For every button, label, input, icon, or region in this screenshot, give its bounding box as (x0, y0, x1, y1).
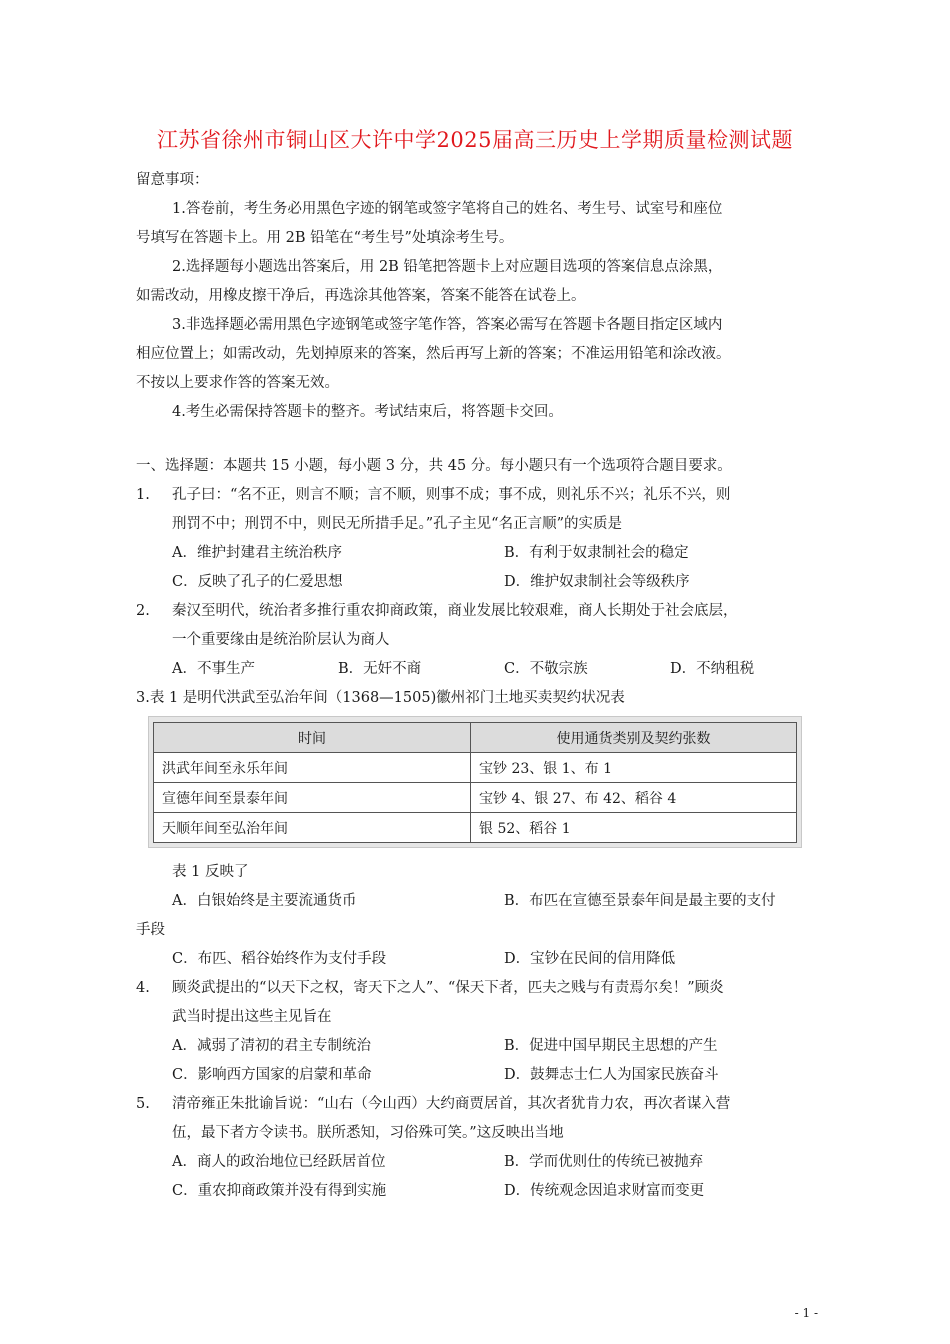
notice-line: 相应位置上；如需改动，先划掉原来的答案，然后再写上新的答案；不准运用铅笔和涂改液。 (136, 346, 731, 362)
notice-line: 不按以上要求作答的答案无效。 (136, 375, 339, 391)
table-header-cell: 使用通货类别及契约张数 (471, 723, 797, 753)
notice-line: 1.答卷前，考生务必用黑色字迹的钢笔或签字笔将自己的姓名、考生号、试室号和座位 (172, 201, 723, 217)
question-number: 1. (136, 487, 150, 503)
questions-part-1 (136, 452, 816, 713)
question-4-options-row-2 (136, 1061, 816, 1090)
page-number: - 1 - (794, 1306, 818, 1320)
question-4-line-1: 4. 顾炎武提出的“以天下之权，寄天下之人”、“保天下者，匹夫之贱与有责焉尔矣！”顾炎 (136, 974, 816, 1003)
question-2-line-2: 一个重要缘由是统治阶层认为商人 (172, 632, 390, 648)
option-c: C．重农抑商政策并没有得到实施 (172, 1183, 387, 1199)
question-3-options-row-2 (136, 945, 816, 974)
option-a: A．白银始终是主要流通货币 (172, 893, 357, 909)
option-d: D．不纳租税 (670, 661, 755, 677)
contract-table (153, 722, 797, 843)
question-3-stem: 表 1 反映了 (172, 864, 249, 880)
option-d: D．维护奴隶制社会等级秩序 (504, 574, 690, 590)
question-1-line-1: 1. 孔子曰：“名不正，则言不顺；言不顺，则事不成；事不成，则礼乐不兴；礼乐不兴，则 (136, 481, 816, 510)
table-row (154, 813, 797, 843)
option-b: B．布匹在宣德至景泰年间是最主要的支付 (504, 893, 776, 909)
question-5-line-1: 5. 清帝雍正朱批谕旨说：“山右（今山西）大约商贾居首，其次者犹肯力农，再次者谋入营 (136, 1090, 816, 1119)
table-cell: 宣德年间至景泰年间 (154, 783, 471, 813)
question-1-line-2: 刑罚不中；刑罚不中，则民无所措手足。”孔子主见“名正言顺”的实质是 (172, 516, 622, 532)
question-3-line-1: 3.表 1 是明代洪武至弘治年间（1368—1505)徽州祁门土地买卖契约状况表 (136, 690, 625, 706)
section-heading: 一、选择题：本题共 15 小题，每小题 3 分，共 45 分。每小题只有一个选项符合题目要求。 (136, 458, 732, 474)
notice-line: 4.考生必需保持答题卡的整齐。考试结束后，将答题卡交回。 (172, 404, 563, 420)
question-4-options-row-1 (136, 1032, 816, 1061)
notice-heading: 留意事项： (136, 172, 209, 188)
table-row (154, 783, 797, 813)
option-d: D．宝钞在民间的信用降低 (504, 951, 676, 967)
option-b: B．促进中国早期民主思想的产生 (504, 1038, 718, 1054)
question-4-line-2: 武当时提出这些主见旨在 (172, 1009, 332, 1025)
question-5-options-row-2 (136, 1177, 816, 1206)
option-c: C．反映了孔子的仁爱思想 (172, 574, 343, 590)
question-3-options-row-1 (136, 887, 816, 916)
table-header-row (154, 723, 797, 753)
notice-line: 3.非选择题必需用黑色字迹钢笔或签字笔作答，答案必需写在答题卡各题目指定区域内 (172, 317, 723, 333)
table-cell: 宝钞 4、银 27、布 42、稻谷 4 (471, 783, 797, 813)
option-b: B．有利于奴隶制社会的稳定 (504, 545, 689, 561)
option-d: D．传统观念因追求财富而变更 (504, 1183, 705, 1199)
notice-line: 如需改动，用橡皮擦干净后，再选涂其他答案，答案不能答在试卷上。 (136, 288, 586, 304)
option-a: A．不事生产 (172, 661, 255, 677)
question-2-options (136, 655, 816, 684)
question-number: 4. (136, 980, 150, 996)
table-cell: 洪武年间至永乐年间 (154, 753, 471, 783)
option-a: A．商人的政治地位已经跃居首位 (172, 1154, 386, 1170)
notice-line: 号填写在答题卡上。用 2B 铅笔在“考生号”处填涂考生号。 (136, 230, 514, 246)
option-d: D．鼓舞志士仁人为国家民族奋斗 (504, 1067, 719, 1083)
option-a: A．减弱了清初的君主专制统治 (172, 1038, 371, 1054)
option-b: B．学而优则仕的传统已被抛弃 (504, 1154, 704, 1170)
table-header-cell: 时间 (154, 723, 471, 753)
option-c: C．影响西方国家的启蒙和革命 (172, 1067, 372, 1083)
question-1-options-row-1 (136, 539, 816, 568)
option-b: B．无奸不商 (338, 661, 422, 677)
table-cell: 宝钞 23、银 1、布 1 (471, 753, 797, 783)
option-c: C．不敬宗族 (504, 661, 588, 677)
notice-section (136, 166, 816, 427)
question-number: 2. (136, 603, 150, 619)
option-c: C．布匹、稻谷始终作为支付手段 (172, 951, 387, 967)
question-number: 5. (136, 1096, 150, 1112)
question-2-line-1: 2. 秦汉至明代，统治者多推行重农抑商政策，商业发展比较艰难，商人长期处于社会底层， (136, 597, 816, 626)
question-1-options-row-2 (136, 568, 816, 597)
questions-part-2 (136, 858, 816, 1206)
contract-table-frame (148, 716, 802, 848)
option-b-continued: 手段 (136, 922, 165, 938)
table-cell: 银 52、稻谷 1 (471, 813, 797, 843)
question-5-line-2: 伍，最下者方令读书。朕所悉知，习俗殊可笑。”这反映出当地 (172, 1125, 564, 1141)
page-title: 江苏省徐州市铜山区大许中学2025届高三历史上学期质量检测试题 (157, 128, 793, 152)
table-row (154, 753, 797, 783)
table-cell: 天顺年间至弘治年间 (154, 813, 471, 843)
notice-line: 2.选择题每小题选出答案后，用 2B 铅笔把答题卡上对应题目选项的答案信息点涂黑， (172, 259, 723, 275)
question-5-options-row-1 (136, 1148, 816, 1177)
option-a: A．维护封建君主统治秩序 (172, 545, 342, 561)
